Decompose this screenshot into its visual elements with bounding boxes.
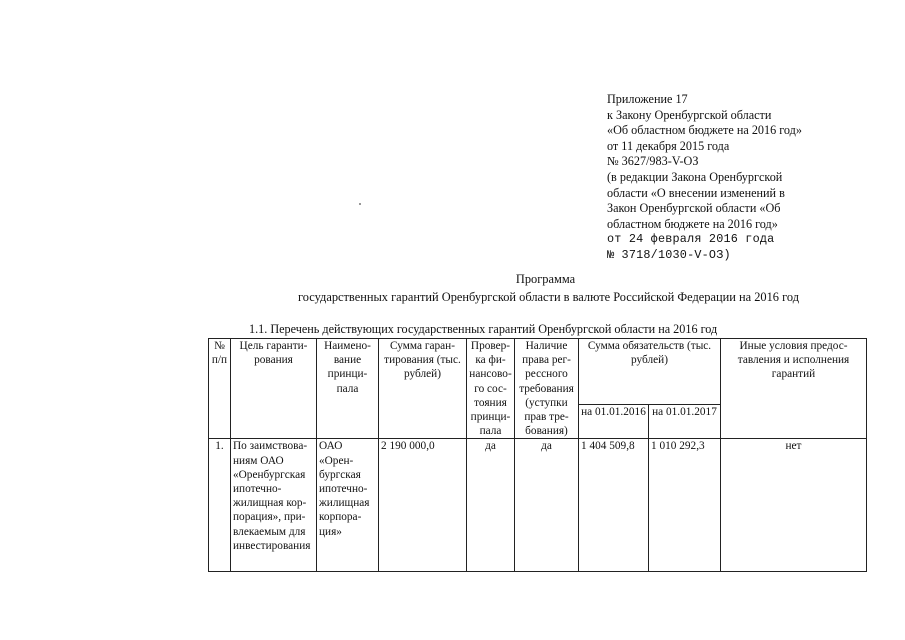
header-on-2017: на 01.01.2017 [649,405,721,439]
header-other: Иные условия предос-тавления и исполнения гарантий [721,339,867,439]
appendix-line: Приложение 17 [607,92,688,106]
section-heading: 1.1. Перечень действующих государственных гарантий Оренбургской области на 2016 год [249,322,718,336]
cell-other: нет [721,439,867,572]
cell-regress: да [515,439,579,572]
cell-on-2016: 1 404 509,8 [579,439,649,572]
table-row [209,439,867,572]
cell-check: да [467,439,515,572]
appendix-line: от 11 декабря 2015 года [607,138,730,153]
appendix-line: к Закону Оренбургской области [607,107,772,122]
appendix-line: Закон Оренбургской области «Об [607,201,781,216]
amendment-number: № 3718/1030-V-ОЗ) [607,247,731,262]
appendix-header [607,92,837,264]
cell-on-2017: 1 010 292,3 [649,439,721,572]
header-amount: Сумма гаран-тирования (тыс. рублей) [379,339,467,439]
header-principal: Наимено-вание принци-пала [317,339,379,439]
appendix-line: «Об областном бюджете на 2016 год» [607,123,802,138]
document-title-line2: государственных гарантий Оренбургской области в валюте Российской Федерации на 2016 год [297,290,800,304]
cell-goal: По заимствова-ниям ОАО «Оренбургская ипотечно-жилищная кор-порация», при-влекаемым для инвестирования [231,439,317,572]
cell-amount: 2 190 000,0 [379,439,467,572]
appendix-line: (в редакции Закона Оренбургской [607,169,783,184]
header-regress: Наличие права рег-рессного требования (уступки прав тре-бования) [515,339,579,439]
cell-principal: ОАО «Орен-бургская ипотечно-жилищная корпора-ция» [317,439,379,572]
header-check: Провер-ка фи-нансово-го сос-тояния принци-пала [467,339,515,439]
document-title: Программа [515,272,576,286]
appendix-line: областном бюджете на 2016 год» [607,216,778,231]
header-goal: Цель гаранти-рования [231,339,317,439]
table-header-row [209,339,867,405]
appendix-line: области «О внесении изменений в [607,185,785,200]
appendix-line: № 3627/983-V-ОЗ [607,154,699,169]
guarantees-table [208,338,867,572]
amendment-date: от 24 февраля 2016 года [607,232,775,247]
scan-speck [359,203,361,205]
header-obligations: Сумма обязательств (тыс. рублей) [579,339,721,405]
cell-num: 1. [209,439,231,572]
header-on-2016: на 01.01.2016 [579,405,649,439]
header-num: № п/п [209,339,231,439]
